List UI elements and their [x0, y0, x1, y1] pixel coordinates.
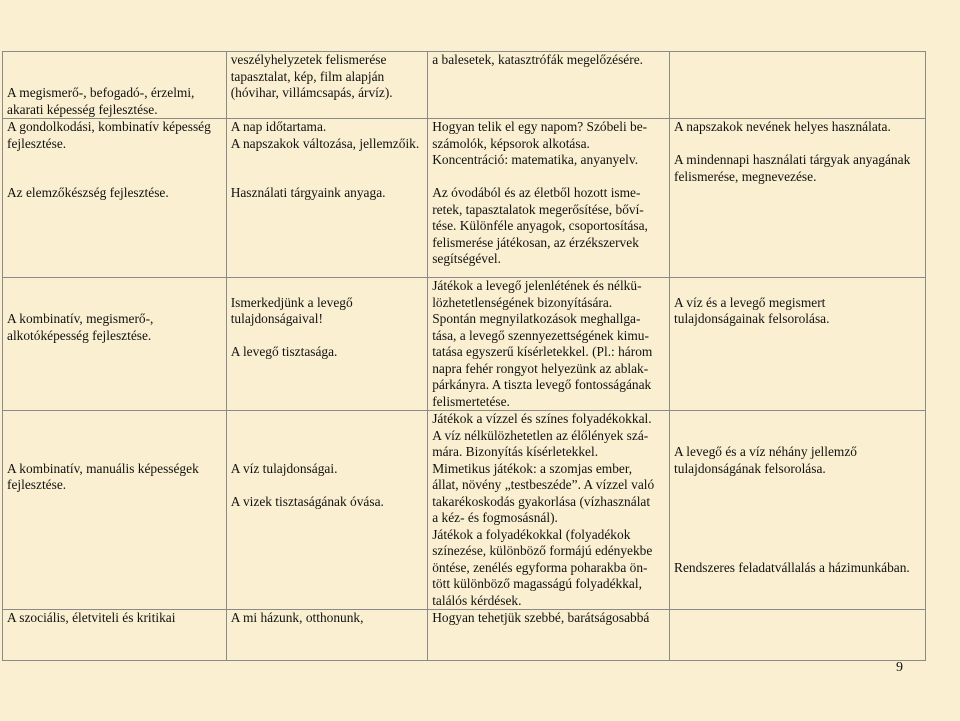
cell-topic [226, 52, 428, 119]
cell-text: A víz és a levegő megismert tulajdonságainak felsorolása. [674, 294, 830, 326]
cell-activity [428, 119, 670, 278]
cell-outcome [670, 52, 926, 119]
cell-text: A nap időtartama. A napszakok változása, jellemzőik. Használati tárgyaink anyaga. [230, 119, 420, 200]
cell-text: A levegő és a víz néhány jellemző tulajdonságának felsorolása. Rendszeres feladatvállalás a házimunkában. [674, 444, 910, 575]
cell-text: a balesetek, katasztrófák megelőzésére. [432, 52, 643, 67]
table-row [3, 119, 926, 278]
cell-skill [3, 411, 227, 610]
cell-topic [226, 610, 428, 661]
cell-activity [428, 411, 670, 610]
cell-outcome [670, 119, 926, 278]
page-number: 9 [896, 660, 903, 675]
cell-outcome [670, 411, 926, 610]
cell-text: A víz tulajdonságai. A vizek tisztaságának óvása. [230, 460, 384, 509]
table-row [3, 411, 926, 610]
cell-text: A napszakok nevének helyes használata. A mindennapi használati tárgyak anyagának felismerése, megnevezése. [674, 119, 911, 184]
cell-text: Ismerkedjünk a levegő tulajdonságaival! A levegő tisztasága. [230, 294, 353, 359]
cell-text: Hogyan tehetjük szebbé, barátságosabbá [432, 610, 650, 625]
cell-topic [226, 278, 428, 411]
cell-outcome [670, 278, 926, 411]
table-row [3, 52, 926, 119]
cell-text: A kombinatív, manuális képességek fejlesztése. [7, 460, 199, 492]
cell-activity [428, 278, 670, 411]
cell-text: A mi házunk, otthonunk, [230, 610, 364, 625]
cell-text: A megismerő-, befogadó-, érzelmi, akarati képesség fejlesztése. [7, 85, 195, 117]
cell-skill [3, 52, 227, 119]
cell-topic [226, 411, 428, 610]
cell-text: A kombinatív, megismerő-, alkotóképesség fejlesztése. [7, 311, 154, 343]
cell-outcome [670, 610, 926, 661]
cell-activity [428, 610, 670, 661]
cell-text: A szociális, életviteli és kritikai [7, 610, 176, 625]
cell-text: veszélyhelyzetek felismerése tapasztalat, kép, film alapján (hóvihar, villámcsapás, árvíz). [230, 52, 393, 100]
cell-text: Játékok a levegő jelenlétének és nélkü- lözhetetlenségének bizonyítására. Spontán megnyilatkozások meghallga- tása, a levegő szennyezettségének kimu- tatása egyszerű kísérletekkel. (Pl.: három napra fehér rongyot helyezünk az ablak- párkányra. A tiszta levegő fontosságának felismertetése. [432, 278, 653, 409]
cell-activity [428, 52, 670, 119]
cell-topic [226, 119, 428, 278]
table-row [3, 610, 926, 661]
cell-text: Játékok a vízzel és színes folyadékokkal. A víz nélkülözhetetlen az élőlények szá- mára. Bizonyítás kísérletekkel. Mimetikus játékok: a szomjas ember, állat, növény „testbeszéde”. A vízzel való takarékoskodás gyakorlása (vízhasználat a kéz- és fogmosásnál). Játékok a folyadékokkal (folyadékok színezése, különböző formájú edényekbe öntése, zenélés egyforma poharakba ön- tött különböző magasságú folyadékkal, találós kérdések. [432, 411, 655, 608]
cell-skill [3, 278, 227, 411]
cell-skill [3, 610, 227, 661]
curriculum-table [2, 51, 926, 661]
cell-skill [3, 119, 227, 278]
cell-text: Hogyan telik el egy napom? Szóbeli be- számolók, képsorok alkotása. Koncentráció: matematika, anyanyelv. Az óvodából és az életből hozott isme- retek, tapasztalatok megerősítése, bőví- tése. Különféle anyagok, csoportosítása, felismerése játékosan, az érzékszervek segítségével. [432, 119, 648, 266]
table-row [3, 278, 926, 411]
cell-text: A gondolkodási, kombinatív képesség fejlesztése. Az elemzőkészség fejlesztése. [7, 119, 211, 200]
